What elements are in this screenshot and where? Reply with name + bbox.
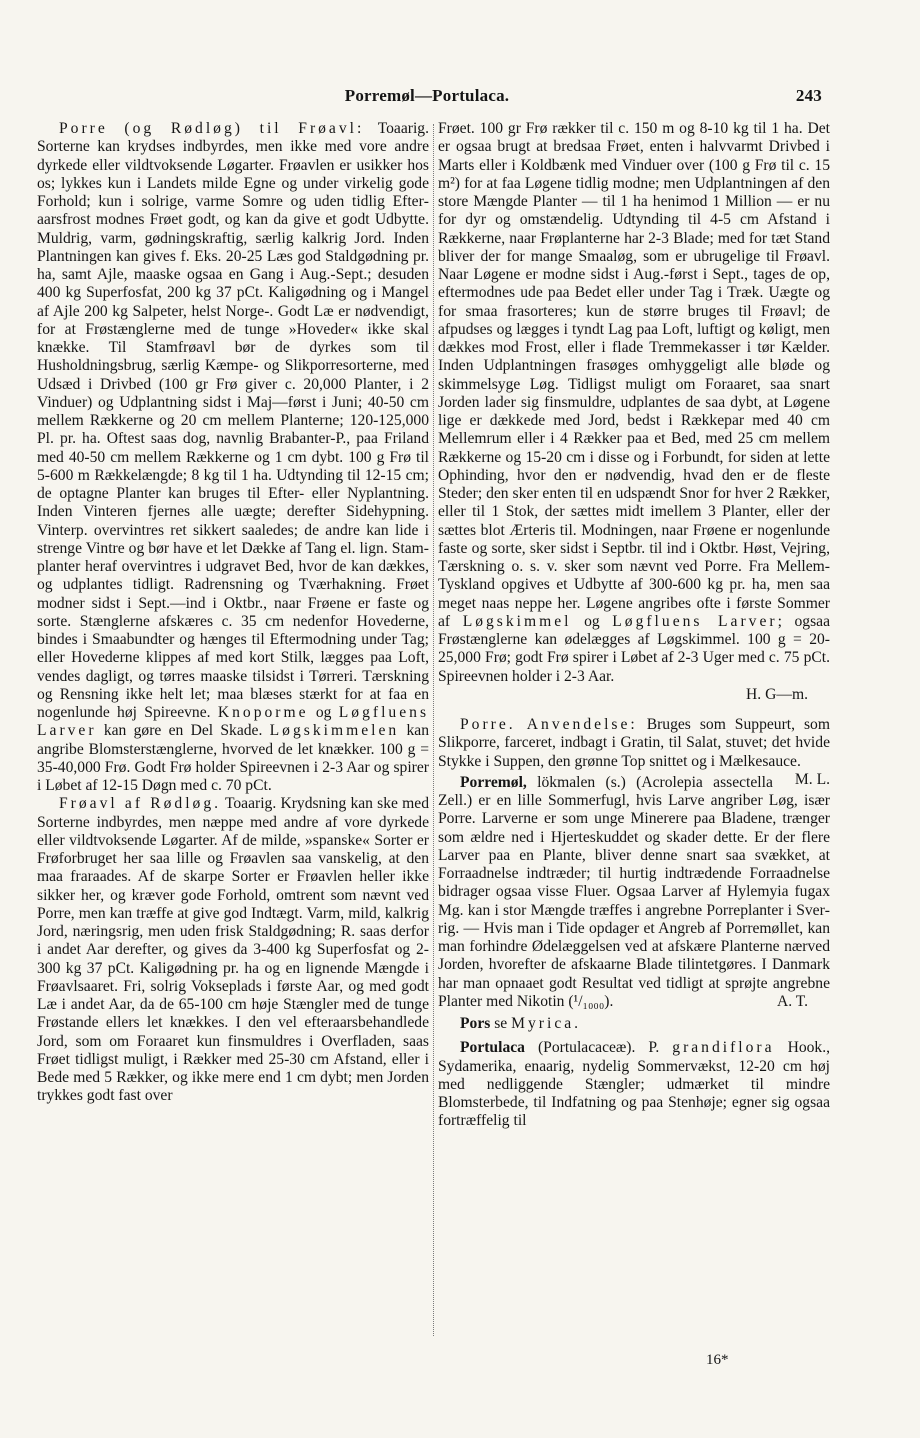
headword: Pors [460,1015,491,1032]
term: grandiflora [672,1039,775,1057]
running-title: Porremøl—Portulaca. [344,86,510,105]
term: Løgskimmel [462,612,572,630]
term: Løgfluens Larver [37,704,429,740]
entry-text: se [494,1015,508,1032]
signature-mark: 16* [706,1352,729,1368]
term: Løgskimmelen [269,722,400,740]
entry-text: (Portulacaceæ). P. [537,1039,660,1057]
entry-lead: Porre (og Rødløg) til Frøavl: [59,120,365,137]
entry-text: Toaarig. Sorterne kan krydses indbyrdes, men ikke med vore andre dyrkede eller vildtvoksende Løgarter. Frøavlen er usikker hos os; lykkes kun i Landets milde Egne og under virkelig gode Forhold; kun i solrige, varme Somre og uden tidlig Efteraarsfrost modnes Frøet godt, og kan da give et godt Udbytte. Muldrig, varm, gødningskraftig, særlig kalkrig Jord. Inden Plantningen kan gives f. Eks. 20-25 Læs god Staldgødning pr. ha, samt Ajle, maaske ogsaa en Gang i Aug.-Sept.; desuden 400 kg Superfosfat, 200 kg 37 pCt. Kaligødning og i Mangel af Ajle 200 kg Salpeter, helst Norge-. Godt Læ er nødvendigt, for at Frøstænglerne med de tunge »Hoveder« ikke skal knække. Til Stamfrøavl bør de dyrkes som til Husholdningsbrug, særlig Kæmpe- og Slikporresorterne, med Udsæd i Drivbed (100 gr Frø giver c. 20,000 Planter, i 2 Vinduer) og Udplantning sidst i Maj—først i Juni; 40-50 cm mellem Rækkerne og 20 cm mellem Planterne; 120-125,000 Pl. pr. ha. Oftest saas dog, navnlig Brabanter-P., paa Friland med 40-50 cm mellem Rækkerne og 1 cm dybt. 100 g Frø til 5-600 m Rækkelængde; 8 kg til 1 ha. Udtynding til 12-15 cm; de optagne Planter kan bruges til Efter- eller Nyplantning. Inden Vinteren fjernes alle uægte; derefter Sidehypning. Vinterp. overvintres ret sikkert saaledes; de andre kan lide i strenge Vintre og bør have et let Dække af Tang el. lign. Stamplanter heraf overvintres i udgravet Bed, hvor de kan dækkes, og udplantes tidligt. Radrensning og Tværhakning. Frøet modner sidst i Sept.—ind i Oktbr., naar Frøene er faste og sorte. Stænglerne afskæres c. 35 cm nedenfor Hovederne, bindes i Smaabundter og hænges til Eftermodning under Tag; eller Hovederne klippes af med kort Stilk, lægges paa Loft, vendes dagligt, og tørres maaske tilsidst i Tørreri. Tærskning og Rensning ikke helt let; maa blæses stærkt for at faa en nogenlunde høj Spireevne. [37,120,429,721]
running-header [32,86,822,108]
entry-pors [438,1015,830,1033]
headword: Porremøl, [460,773,527,791]
page-number: 243 [795,86,822,105]
author-signature: A. T. [776,992,808,1010]
entry-portulaca [438,1039,830,1130]
entry-text: og [584,612,600,630]
column-divider [433,124,434,1336]
entry-text: kan gøre en Del Skade. [103,722,263,740]
term: Løgfluens Larver [612,612,778,630]
entry-lead: Frøavl af Rødløg. [59,795,222,813]
entry-text: Frøet. 100 gr Frø rækker til c. 150 m og 8-10 kg til 1 ha. Det er ogsaa brugt at bredsaa Frøet, enten i halvvarmt Drivbed i Marts eller i Koldbænk med Vinduer over (100 g Frø til c. 15 m²) for at faa Løgene tidlig modne; men Udplantningen af den store Mængde Planter — til 1 ha henimod 1 Million — er nu for dyr og omstændelig. Udtynding til 4-5 cm Afstand i Rækkerne, naar Frøplanterne har 2-3 Blade; med for tæt Stand bliver der for mange Smaaløg, som er ubrugelige til Frøavl. Naar Løgene er modne sidst i Aug.-først i Sept., tages de op, eftermodnes ude paa Bedet eller under Tag i Træk. Uægte og for smaa frasorteres; kun de større bruges til Frøavl; de afpudses og lægges i tyndt Lag paa Loft, luftigt og køligt, men dækkes mod Frost, eller i flade Tremmekasser i tør Kælder. Inden Udplantningen frasøges omhyggeligt alle bløde og skimmelsyge Løg. Tidligst muligt om Foraaret, saa snart Jorden lader sig finsmuldre, udplantes de saa dybt, at Løgene lige er dækkede med Jord, bedst i Rækkepar med 40 cm Mellemrum eller i 4 Rækker paa et Bed, med 25 cm mellem Rækkerne og 15-20 cm i disse og i Forbundt, for siden at lette Ophinding, hvor den er nødvendig, hvad den er de fleste Steder; den sker enten til en udspændt Snor for hver 2 Rækker, eller til 1 Stok, der sættes midt imellem 3 Planter, eller der sættes blot Ærteris til. Modningen, naar Frøene er nogenlunde faste og sorte, sker sidst i Septbr. til ind i Oktbr. Høst, Vejring, Tærskning o. s. v. sker som nævnt ved Porre. Fra MellemTyskland opgives et Udbytte af 300-600 kg pr. ha, men saa meget naas neppe her. Løgene angribes ofte i første Sommer af [438,120,830,630]
entry-porre-froavl [37,120,429,795]
entry-porremol [438,774,830,1011]
author-signature: H. G—m. [746,685,808,703]
entry-text: lökmalen (s.) (Acrolepia assectella Zell.) er en lille Sommerfugl, hvis Larve angriber Løg, især Porre. Larverne er som unge Minerere paa Bladene, trænger som ældre ned i Hjerteskuddet og skader dette. Er der flere Larver paa en Plante, bliver denne snart saa svækket, at Forraadnelse indtræder; til hurtig indtrædende Forraadnelse bidrager ogsaa visse Fluer. Ogsaa Larver af Hylemyia fugax Mg. kan i stor Mængde træffes i angrebne Porreplanter i Sverrig. — Hvis man i Tide opdager et Angreb af Porremøllet, kan man forhindre Ødelæggelsen ved at afskære Planterne nærved Jorden, hvorefter de afskaarne Blade tilintetgøres. I Danmark har man opnaaet godt Resultat ved tidligt at sprøjte angrebne Planter med Nikotin (¹/₁₀₀₀). [438,773,830,1010]
term: Knoporme [217,704,309,721]
headword: Portulaca [460,1039,525,1057]
entry-text: og [315,704,332,721]
entry-text: Hook., Sydamerika, enaarig, nydelig Sommervækst, 12-20 cm høj med nedliggende Stængler; udmærket til mindre Blomsterbede, til Indfatning og paa Stenhøje; egner sig ogsaa fortræffelig til [438,1039,830,1130]
entry-text: Toaarig. Krydsning kan ske med Sorterne indbyrdes, men næppe med andre af vore dyrkede eller vildtvoksende Løgarter. Af de milde, »spanske« Sorter er Frøforbruget her saa lille og Frøavlen saa vanskelig, at den maa fraraades. Af de skarpe Sorter er Frøavlen heller ikke sikker her, og kræver gode Forhold, omtrent som nævnt ved Porre, men kan træffe at give god Indtægt. Varm, mild, kalkrig Jord, næringsrig, men uden frisk Staldgødning; R. saas derfor i andet Aar derefter, og gives da 3-400 kg Superfosfat og 2-300 kg 37 pCt. Kaligødning pr. ha og en lignende Mængde i Frøavlsaaret. Fri, solrig Vokseplads i første Aar, og med godt Læ i andet Aar, da de 65-100 cm høje Stængler med de tunge Frøstande ellers let knækkes. I den vel efteraarsbehandlede Jord, som om Foraaret kun finsmuldres i Overfladen, saas Frøet tidligst muligt, i Rækker med 25-30 cm Afstand, eller i Bede med 5 Rækker, og ikke mere end 1 cm dybt; men Jorden trykkes godt fast over [37,795,429,1105]
left-column [37,120,429,1338]
entry-froavl-rodlog [37,795,429,1105]
author-signature: M. L. [794,770,830,788]
entry-text: Bruges som Suppeurt, som Slikporre, farceret, indbagt i Gratin, til Salat, stuvet; det hvide Stykke i Suppen, den grønne Top snittet og i Mælkesauce. [438,716,830,770]
entry-lead: Porre. Anvendelse: [460,716,638,733]
cross-reference: Myrica. [511,1015,582,1032]
entry-text: kan angribe Blomsterstænglerne, hvorved de let knækker. 100 g = 35-40,000 Frø. Godt Frø holder Spireevnen i 2-3 Aar og spirer i Løbet af 12-15 Døgn med c. 70 pCt. [37,722,429,794]
entry-text: ; ogsaa Frøstænglerne kan ødelægges af Løgskimmel. 100 g = 20-25,000 Frø; godt Frø spirer i Løbet af 2-3 Uger med c. 75 pCt. Spireevnen holder i 2-3 Aar. [438,612,830,685]
entry-continuation [438,120,830,686]
right-column [438,120,830,1338]
